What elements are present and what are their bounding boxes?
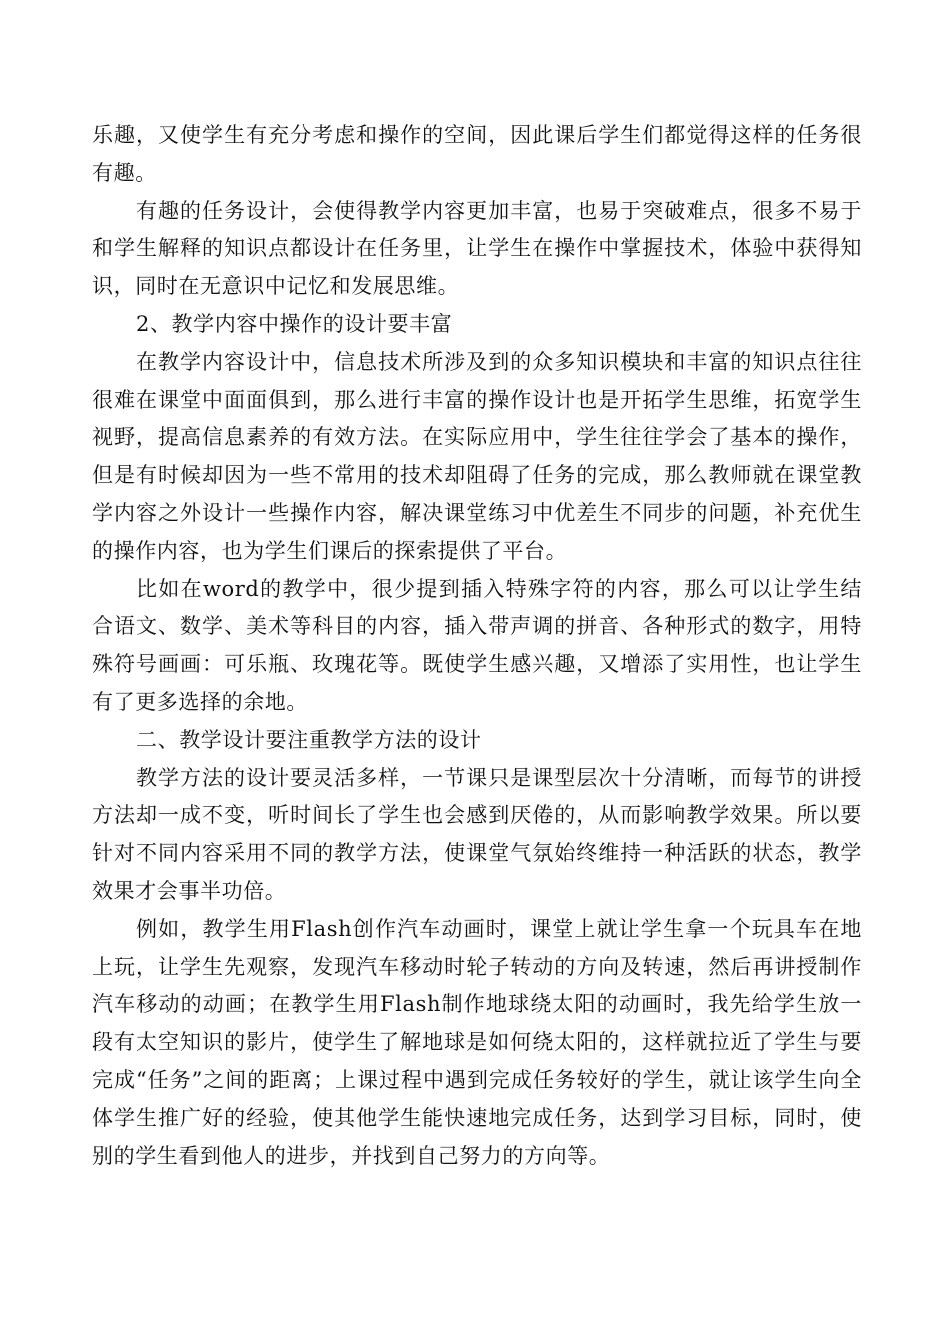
paragraph-continuation: 乐趣，又使学生有充分考虑和操作的空间，因此课后学生们都觉得这样的任务很有趣。 [92,123,862,185]
section-heading-teaching-method: 二、教学设计要注重教学方法的设计 [136,727,482,752]
document-body [92,117,862,1175]
paragraph-operation-design: 在教学内容设计中，信息技术所涉及到的众多知识模块和丰富的知识点往往很难在课堂中面面俱到，那么进行丰富的操作设计也是开拓学生思维，拓宽学生视野，提高信息素养的有效方法。在实际应用中，学生往往学会了基本的操作，但是有时候却因为一些不常用的技术却阻碍了任务的完成，那么教师就在课堂教学内容之外设计一些操作内容，解决课堂练习中优差生不同步的问题，补充优生的操作内容，也为学生们课后的探索提供了平台。 [92,349,862,563]
paragraph-task-design: 有趣的任务设计，会使得教学内容更加丰富，也易于突破难点，很多不易于和学生解释的知识点都设计在任务里，让学生在操作中掌握技术，体验中获得知识，同时在无意识中记忆和发展思维。 [92,198,862,299]
paragraph-word-example: 比如在word的教学中，很少提到插入特殊字符的内容，那么可以让学生结合语文、数学、美术等科目的内容，插入带声调的拼音、各种形式的数字，用特殊符号画画：可乐瓶、玫瑰花等。既使学生感兴趣，又增添了实用性，也让学生有了更多选择的余地。 [92,576,862,714]
paragraph-teaching-method: 教学方法的设计要灵活多样，一节课只是课型层次十分清晰，而每节的讲授方法却一成不变，听时间长了学生也会感到厌倦的，从而影响教学效果。所以要针对不同内容采用不同的教学方法，使课堂气氛始终维持一种活跃的状态，教学效果才会事半功倍。 [92,765,862,903]
paragraph-flash-example: 例如，教学生用Flash创作汽车动画时，课堂上就让学生拿一个玩具车在地上玩，让学生先观察，发现汽车移动时轮子转动的方向及转速，然后再讲授制作汽车移动的动画；在教学生用Flash制作地球绕太阳的动画时，我先给学生放一段有太空知识的影片，使学生了解地球是如何绕太阳的，这样就拉近了学生与要完成“任务”之间的距离；上课过程中遇到完成任务较好的学生，就让该学生向全体学生推广好的经验，使其他学生能快速地完成任务，达到学习目标，同时，使别的学生看到他人的进步，并找到自己努力的方向等。 [92,916,862,1168]
section-heading-operation-design: 2、教学内容中操作的设计要丰富 [136,311,453,336]
